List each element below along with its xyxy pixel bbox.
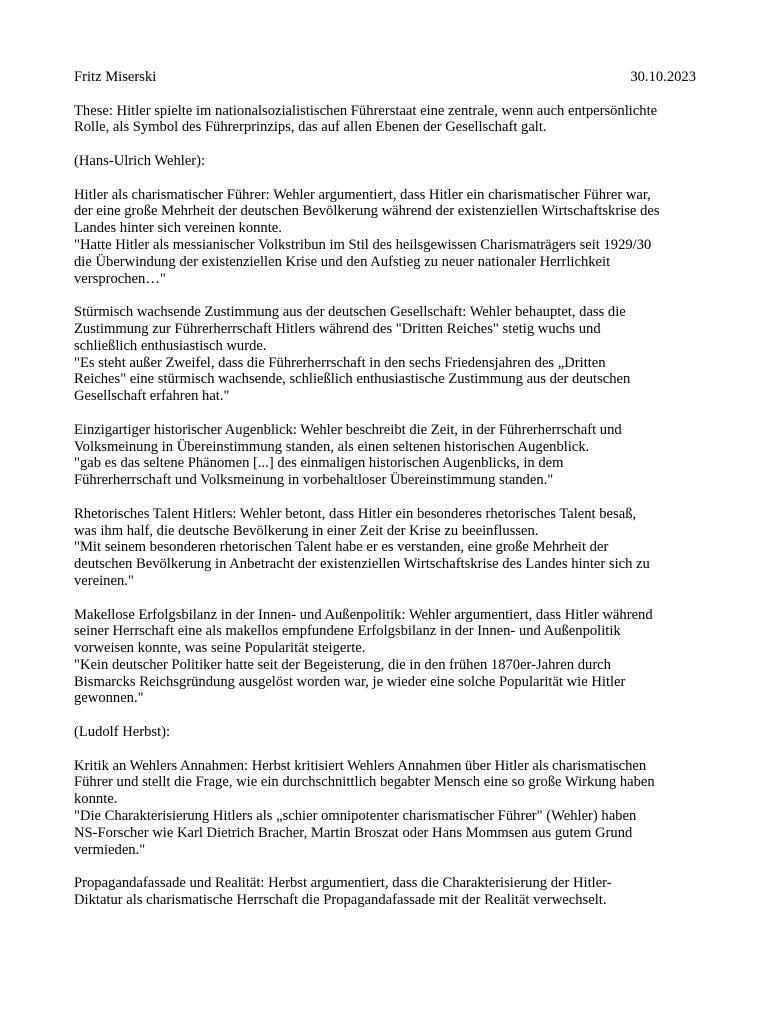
document-header [74, 69, 696, 86]
text-line: vereinen." [74, 572, 134, 589]
paragraph [74, 153, 696, 170]
text-line: Volksmeinung in Übereinstimmung standen, als einen seltenen historischen Augenblick. [74, 438, 590, 455]
text-line: Diktatur als charismatische Herrschaft die Propagandafassade mit der Realität verwechselt. [74, 892, 607, 909]
text-line: "Mit seinem besonderen rhetorischen Talent habe er es verstanden, eine große Mehrheit der [74, 539, 609, 556]
text-line: Führer und stellt die Frage, wie ein durchschnittlich begabter Mensch eine so große Wirkung haben [74, 774, 655, 791]
text-line: deutschen Bevölkerung in Anbetracht der existenziellen Wirtschaftskrise des Landes hinter sich zu [74, 556, 650, 573]
text-line: vorweisen konnte, was seine Popularität steigerte. [74, 640, 366, 657]
text-line: (Ludolf Herbst): [74, 724, 171, 741]
text-line: Propagandafassade und Realität: Herbst argumentiert, dass die Charakterisierung der Hitler- [74, 875, 612, 892]
text-line: "Es steht außer Zweifel, dass die Führerherrschaft in den sechs Friedensjahren des „Dritten [74, 354, 606, 371]
author-name: Fritz Miserski [74, 69, 157, 85]
text-line: These: Hitler spielte im nationalsozialistischen Führerstaat eine zentrale, wenn auch entpersönlichte [74, 102, 658, 119]
text-line: "Hatte Hitler als messianischer Volkstribun im Stil des heilsgewissen Charismaträgers seit 1929/30 [74, 236, 652, 253]
paragraph [74, 875, 696, 909]
text-line: schließlich enthusiastisch wurde. [74, 337, 267, 354]
text-line: Bismarcks Reichsgründung ausgelöst worden war, je wieder eine solche Popularität wie Hitler [74, 673, 626, 690]
text-line: Führerherrschaft und Volksmeinung in vorbehaltloser Übereinstimmung standen." [74, 472, 554, 489]
text-line: Kritik an Wehlers Annahmen: Herbst kritisiert Wehlers Annahmen über Hitler als charismatischen [74, 757, 647, 774]
paragraph [74, 304, 696, 405]
text-line: Reiches" eine stürmisch wachsende, schließlich enthusiastische Zustimmung aus der deutschen [74, 371, 631, 388]
text-line: vermieden." [74, 841, 146, 858]
document-body [74, 103, 696, 909]
text-line: seiner Herrschaft eine als makellos empfundene Erfolgsbilanz in der Innen- und Außenpolitik [74, 623, 621, 640]
text-line: Hitler als charismatischer Führer: Wehler argumentiert, dass Hitler ein charismatischer Führer war, [74, 186, 651, 203]
text-line: Makellose Erfolgsbilanz in der Innen- und Außenpolitik: Wehler argumentiert, dass Hitler während [74, 606, 653, 623]
text-line: Einzigartiger historischer Augenblick: Wehler beschreibt die Zeit, in der Führerherrschaft und [74, 421, 622, 438]
text-line: Rolle, als Symbol des Führerprinzips, das auf allen Ebenen der Gesellschaft galt. [74, 119, 547, 136]
text-line: der eine große Mehrheit der deutschen Bevölkerung während der existenziellen Wirtschaftskrise des [74, 203, 660, 220]
text-line: Landes hinter sich vereinen konnte. [74, 220, 282, 237]
text-line: "gab es das seltene Phänomen [...] des einmaligen historischen Augenblicks, in dem [74, 455, 564, 472]
paragraph [74, 422, 696, 489]
text-line: konnte. [74, 791, 118, 808]
text-line: "Die Charakterisierung Hitlers als „schier omnipotenter charismatischer Führer" (Wehler) haben [74, 808, 637, 825]
text-line: (Hans-Ulrich Wehler): [74, 152, 206, 169]
paragraph [74, 187, 696, 288]
paragraph [74, 607, 696, 708]
text-line: was ihm half, die deutsche Bevölkerung in einer Zeit der Krise zu beeinflussen. [74, 522, 539, 539]
document-page [74, 69, 696, 926]
text-line: Zustimmung zur Führerherrschaft Hitlers während des "Dritten Reiches" stetig wuchs und [74, 320, 601, 337]
text-line: versprochen…" [74, 270, 166, 287]
text-line: NS-Forscher wie Karl Dietrich Bracher, Martin Broszat oder Hans Mommsen aus gutem Grund [74, 824, 633, 841]
paragraph [74, 506, 696, 590]
text-line: gewonnen." [74, 690, 144, 707]
text-line: die Überwindung der existenziellen Krise und den Aufstieg zu neuer nationaler Herrlichkeit [74, 253, 611, 270]
paragraph [74, 724, 696, 741]
text-line: "Kein deutscher Politiker hatte seit der Begeisterung, die in den frühen 1870er-Jahren durch [74, 656, 611, 673]
paragraph [74, 103, 696, 137]
document-date: 30.10.2023 [630, 69, 696, 85]
text-line: Gesellschaft erfahren hat." [74, 388, 230, 405]
paragraph [74, 758, 696, 859]
text-line: Rhetorisches Talent Hitlers: Wehler betont, dass Hitler ein besonderes rhetorisches Talent besaß, [74, 505, 637, 522]
text-line: Stürmisch wachsende Zustimmung aus der deutschen Gesellschaft: Wehler behauptet, dass die [74, 304, 626, 321]
